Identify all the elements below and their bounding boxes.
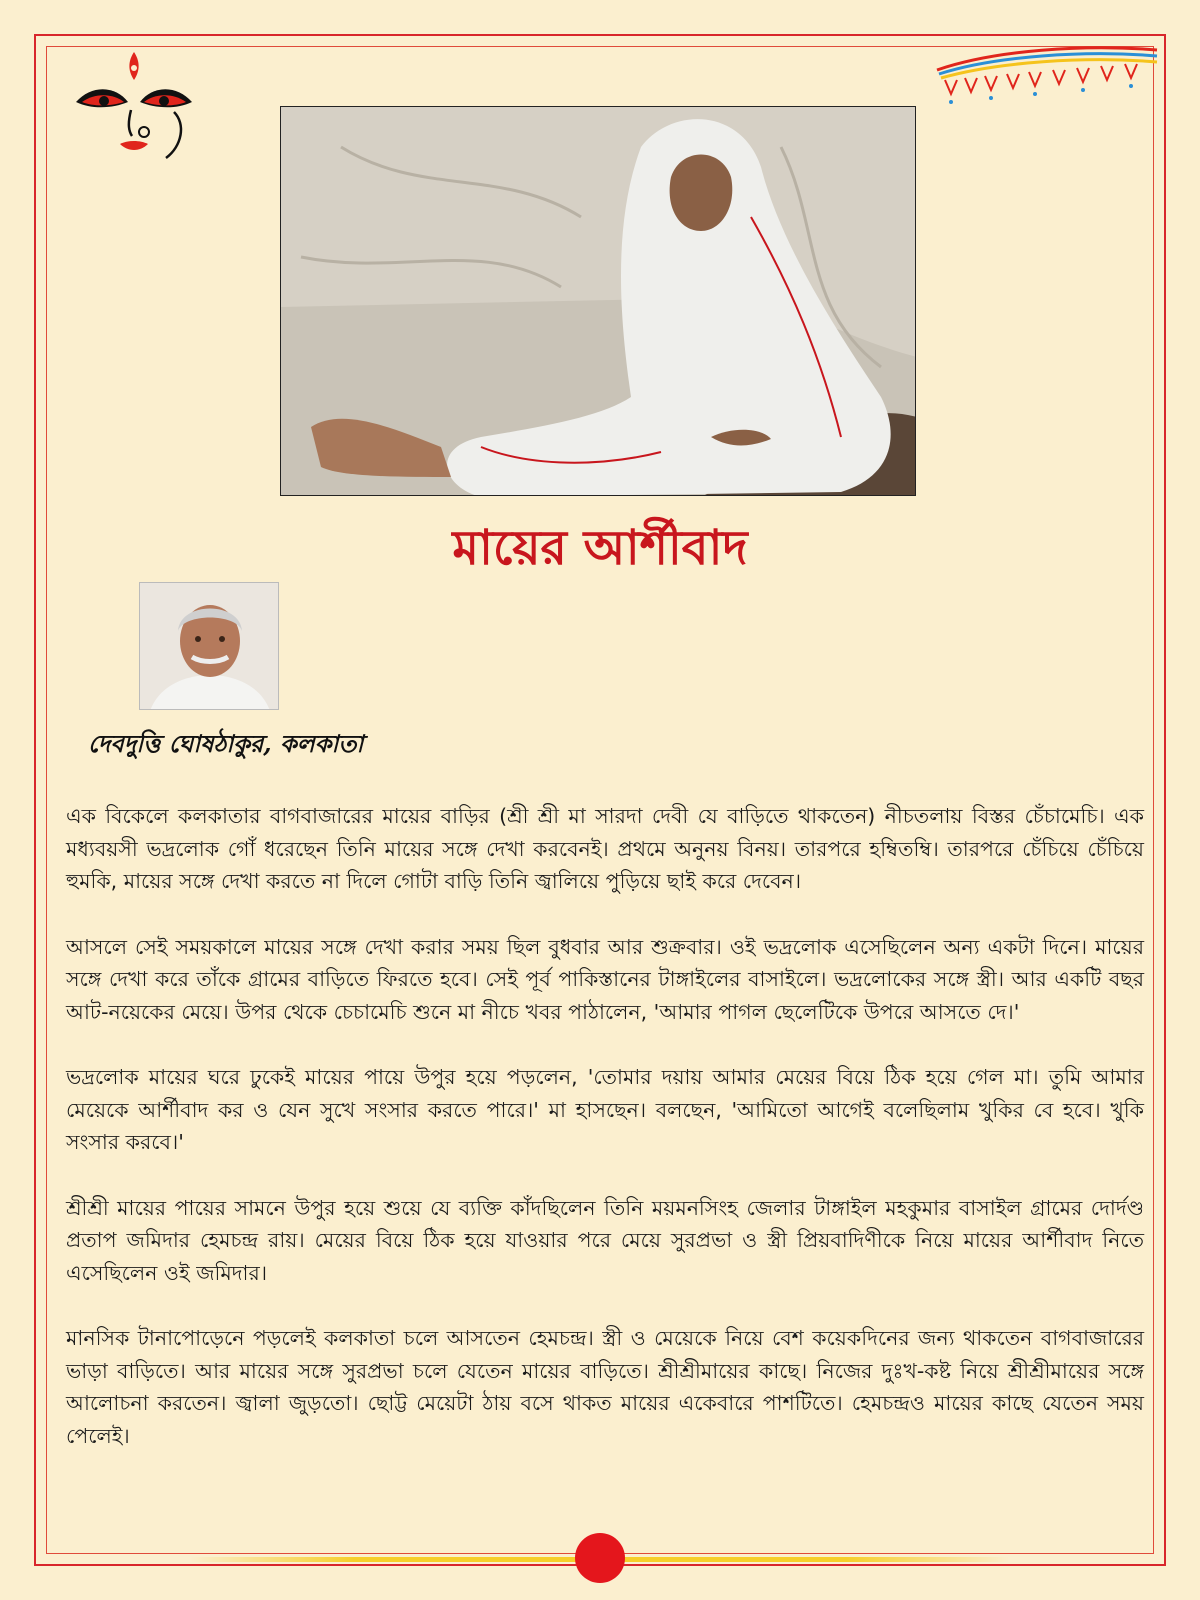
paragraph: মানসিক টানাপোড়েনে পড়লেই কলকাতা চলে আসতেন হেমচন্দ্র। স্ত্রী ও মেয়েকে নিয়ে বেশ কয়েকদিনের জন্য থাকতেন বাগবাজারের ভাড়া বাড়িতে। আর মায়ের সঙ্গে সুরপ্রভা চলে যেতেন মায়ের বাড়িতে। শ্রীশ্রীমায়ের কাছে। নিজের দুঃখ-কষ্ট নিয়ে শ্রীশ্রীমায়ের সঙ্গে আলোচনা করতেন। জ্বালা জুড়তো। ছোট্ট মেয়েটা ঠায় বসে থাকত মায়ের একেবারে পাশটিতে। হেমচন্দ্রও মায়ের কাছে যেতেন সময় পেলেই।: [66, 1326, 1144, 1448]
author-portrait-icon: [140, 583, 279, 710]
red-dot-icon: [575, 1533, 625, 1583]
seated-woman-photo-icon: [281, 107, 916, 496]
paragraph: শ্রীশ্রী মায়ের পায়ের সামনে উপুর হয়ে শুয়ে যে ব্যক্তি কাঁদছিলেন তিনি ময়মনসিংহ জেলার টাঙ্গাইল মহকুমার বাসাইল গ্রামের দোর্দণ্ড প্রতাপ জমিদার হেমচন্দ্র রায়। মেয়ের বিয়ে ঠিক হয়ে যাওয়ার পরে মেয়ে সুরপ্রভা ও স্ত্রী প্রিয়বাদিণীকে নিয়ে মায়ের আর্শীবাদ নিতে এসেছিলেন ওই জমিদার।: [66, 1195, 1144, 1285]
author-byline: দেবদুত্তি ঘোষঠাকুর, কলকাতা: [88, 729, 364, 758]
festive-bunting-icon: [935, 40, 1160, 115]
paragraph: এক বিকেলে কলকাতার বাগবাজারের মায়ের বাড়ির (শ্রী শ্রী মা সারদা দেবী যে বাড়িতে থাকতেন) নীচতলায় বিস্তর চেঁচামেচি। এক মধ্যবয়সী ভদ্রলোক গোঁ ধরেছেন তিনি মায়ের সঙ্গে দেখা করবেনই। প্রথমে অনুনয় বিনয়। তারপরে হম্বিতম্বি। তারপরে চেঁচিয়ে চেঁচিয়ে হুমকি, মায়ের সঙ্গে দেখা করতে না দিলে গোটা বাড়ি তিনি জ্বালিয়ে পুড়িয়ে ছাই করে দেবেন।: [66, 804, 1144, 893]
author-photo: [139, 582, 279, 710]
paragraph: আসলে সেই সময়কালে মায়ের সঙ্গে দেখা করার সময় ছিল বুধবার আর শুক্রবার। ওই ভদ্রলোক এসেছিলেন অন্য একটা দিনে। মায়ের সঙ্গে দেখা করে তাঁকে গ্রামের বাড়িতে ফিরতে হবে। সেই পূর্ব পাকিস্তানের টাঙ্গাইলের বাসাইলে। ভদ্রলোকের সঙ্গে স্ত্রী। আর একটি বছর আট-নয়েকের মেয়ে। উপর থেকে চেচামেচি শুনে মা নীচে খবর পাঠালেন, 'আমার পাগল ছেলেটিকে উপরে আসতে দে।': [66, 934, 1144, 1024]
durga-eyes-logo-icon: [74, 50, 194, 160]
paragraph: ভদ্রলোক মায়ের ঘরে ঢুকেই মায়ের পায়ে উপুর হয়ে পড়লেন, 'তোমার দয়ায় আমার মেয়ের বিয়ে ঠিক হয়ে গেল মা। তুমি আমার মেয়েকে আর্শীবাদ কর ও যেন সুখে সংসার করতে পারে।' মা হাসছেন। বলছেন, 'আমিতো আগেই বলেছিলাম খুকির বে হবে। খুকি সংসার করবে।': [66, 1065, 1144, 1154]
main-photo: [280, 106, 916, 496]
article-body: [66, 800, 1144, 1485]
article-title: মায়ের আর্শীবাদ: [452, 520, 748, 576]
